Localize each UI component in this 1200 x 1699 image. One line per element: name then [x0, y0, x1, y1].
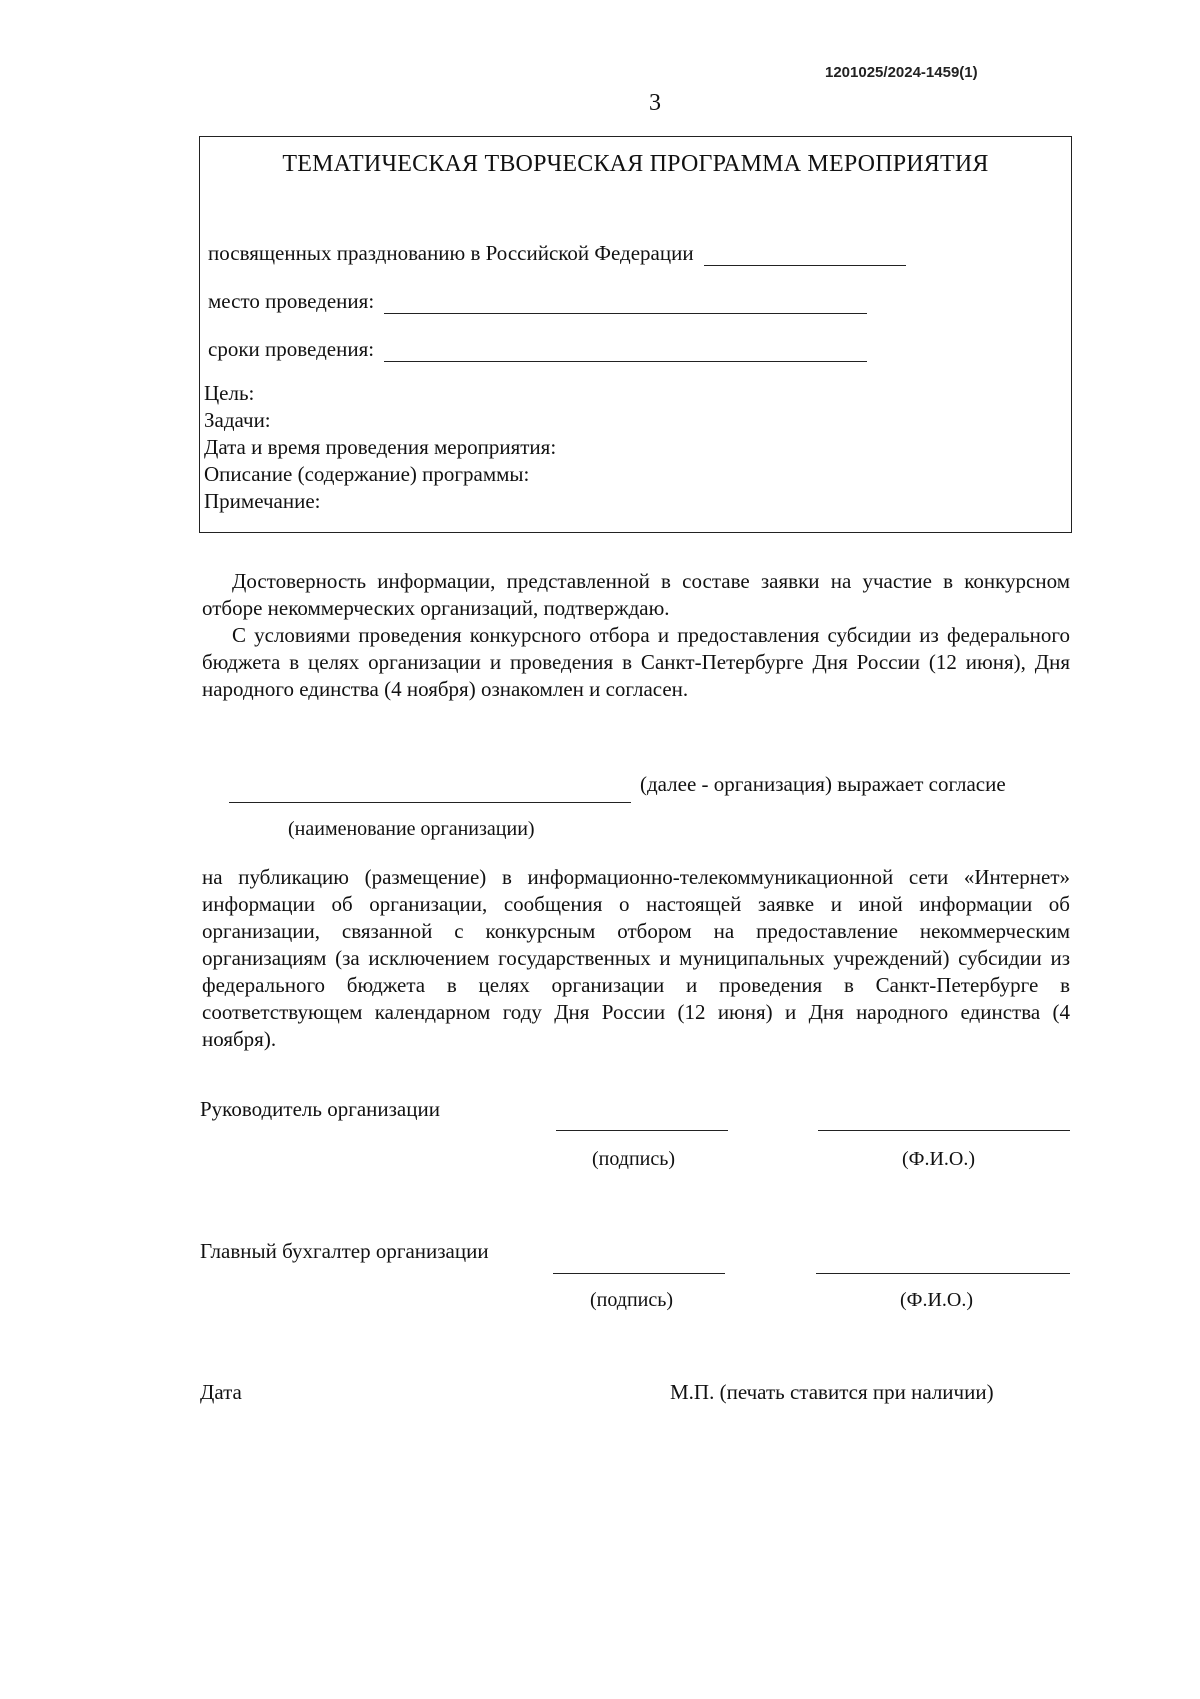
venue-field[interactable]: [384, 291, 867, 314]
organization-name-line[interactable]: [229, 802, 631, 803]
head-name-line[interactable]: [818, 1130, 1070, 1131]
dedicated-row: [208, 241, 906, 266]
confirmation-paragraph-1: Достоверность информации, представленной в составе заявки на участие в конкурсном отборе некоммерческих организаций, подтверждаю.: [202, 569, 1070, 620]
tasks-label: Задачи:: [204, 408, 271, 432]
goal-label: Цель:: [204, 381, 255, 405]
consent-body: на публикацию (размещение) в информационно-телекоммуникационной сети «Интернет» информации об организации, сообщения о настоящей заявке и иной информации об организации, связанной с конкурсным отбором на предоставление некоммерческим организациям (за исключением государственных и муниципальных учреждений) субсидии из федерального бюджета в целях организации и проведения в Санкт-Петербурге в соответствующем календарном году Дня России (12 июня) и Дня народного единства (4 ноября).: [202, 865, 1070, 1051]
period-field[interactable]: [384, 339, 867, 362]
head-label: Руководитель организации: [200, 1097, 440, 1121]
note-label: Примечание:: [204, 489, 321, 513]
dedicated-label: посвященных празднованию в Российской Федерации: [208, 241, 694, 265]
organization-name-caption: (наименование организации): [288, 818, 535, 840]
accountant-name-line[interactable]: [816, 1273, 1070, 1274]
date-label: Дата: [200, 1380, 242, 1404]
period-label: сроки проведения:: [208, 337, 375, 361]
program-box: [199, 136, 1072, 533]
stamp-label: М.П. (печать ставится при наличии): [670, 1380, 994, 1404]
description-label: Описание (содержание) программы:: [204, 462, 530, 486]
period-row: [208, 337, 867, 362]
venue-row: [208, 289, 867, 314]
consent-suffix: (далее - организация) выражает согласие: [640, 772, 1006, 796]
head-signature-line[interactable]: [556, 1130, 728, 1131]
accountant-signature-line[interactable]: [553, 1273, 725, 1274]
head-signature-caption: (подпись): [592, 1148, 676, 1170]
venue-label: место проведения:: [208, 289, 375, 313]
dedicated-field[interactable]: [704, 243, 906, 266]
datetime-label: Дата и время проведения мероприятия:: [204, 435, 557, 459]
confirmation-text: [202, 568, 1070, 703]
document-id: 1201025/2024-1459(1): [825, 64, 978, 81]
program-title: ТЕМАТИЧЕСКАЯ ТВОРЧЕСКАЯ ПРОГРАММА МЕРОПРИЯТИЯ: [282, 151, 989, 177]
accountant-label: Главный бухгалтер организации: [200, 1239, 489, 1263]
head-name-caption: (Ф.И.О.): [902, 1148, 976, 1170]
confirmation-paragraph-2: С условиями проведения конкурсного отбора и предоставления субсидии из федерального бюджета в целях организации и проведения в Санкт-Петербурге Дня России (12 июня), Дня народного единства (4 ноября) ознакомлен и согласен.: [202, 623, 1070, 701]
accountant-name-caption: (Ф.И.О.): [900, 1289, 974, 1311]
page-number: 3: [649, 90, 661, 116]
accountant-signature-caption: (подпись): [590, 1289, 674, 1311]
consent-body-block: [202, 864, 1070, 1053]
